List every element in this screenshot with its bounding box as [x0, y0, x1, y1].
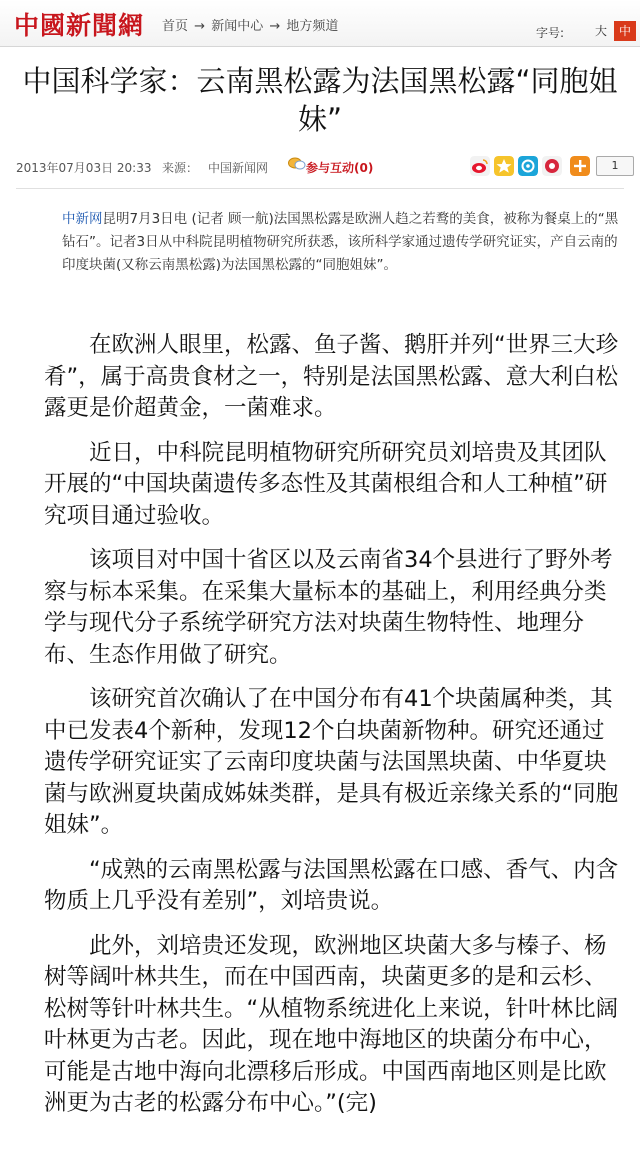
body-paragraph: 此外，刘培贵还发现，欧洲地区块菌大多与榛子、杨树等阔叶林共生，而在中国西南，块菌更多的是和云杉、松树等针叶林共生。“从植物系统进化上来说，针叶林比阔叶林更为古老。因此，现在地中海地区的块菌分布中心，可能是古地中海向北漂移后形成。中国西南地区则是比欧洲更为古老的松露分布中心。”(完): [44, 932, 619, 1116]
publish-date: 2013年07月03日 20:33: [16, 161, 152, 175]
renren-icon[interactable]: [542, 156, 562, 176]
top-bar: [0, 0, 640, 47]
summary-source-link[interactable]: 中新网: [62, 211, 103, 227]
article-summary: [62, 208, 620, 277]
article-title: 中国科学家：云南黑松露为法国黑松露“同胞姐妹”: [22, 64, 618, 136]
share-count: 1: [596, 156, 634, 176]
breadcrumb-news-center[interactable]: 新闻中心: [211, 19, 264, 34]
body-paragraph: 在欧洲人眼里，松露、鱼子酱、鹅肝并列“世界三大珍肴”，属于高贵食材之一，特别是法国黑松露、意大利白松露更是价超黄金，一菌难求。: [44, 332, 619, 421]
interact-link[interactable]: 参与互动(0): [306, 161, 374, 175]
more-share-icon[interactable]: [570, 156, 590, 176]
breadcrumb-local-channel[interactable]: 地方频道: [286, 19, 339, 34]
qzone-icon[interactable]: [494, 156, 514, 176]
breadcrumb: [162, 15, 340, 34]
body-paragraph: 该项目对中国十省区以及云南省34个县进行了野外考察与标本采集。在采集大量标本的基础上，利用经典分类学与现代分子系统学研究方法对块菌生物特性、地理分布、生态作用做了研究。: [44, 547, 613, 668]
chat-bubble-icon: [288, 157, 306, 171]
body-paragraph: 近日，中科院昆明植物研究所研究员刘培贵及其团队开展的“中国块菌遗传多态性及其菌根组合和人工种植”研究项目通过验收。: [44, 439, 608, 529]
breadcrumb-separator: →: [269, 19, 281, 34]
source-name: 中国新闻网: [208, 161, 269, 175]
font-size-large-button[interactable]: 大: [594, 24, 607, 38]
source-label: 来源：: [162, 161, 199, 175]
summary-text: 昆明7月3日电 (记者 顾一航)法国黑松露是欧洲人趋之若鹜的美食，被称为餐桌上的“黑钻石”。记者3日从中科院昆明植物研究所获悉，该所科学家通过遗传学研究证实，产自云南的印度块菌(又称云南黑松露)为法国黑松露的“同胞姐妹”。: [62, 211, 619, 273]
article-meta: [16, 156, 624, 178]
sina-weibo-icon[interactable]: [470, 156, 490, 176]
font-size-label: 字号:: [536, 26, 565, 40]
tencent-weibo-icon[interactable]: [518, 156, 538, 176]
font-size-medium-button[interactable]: 中: [614, 21, 636, 41]
breadcrumb-separator: →: [194, 19, 206, 34]
breadcrumb-home[interactable]: 首页: [162, 19, 189, 34]
body-paragraph: 该研究首次确认了在中国分布有41个块菌属种类，其中已发表4个新种，发现12个白块菌新物种。研究还通过遗传学研究证实了云南印度块菌与法国黑块菌、中华夏块菌与欧洲夏块菌成姊妹类群，是具有极近亲缘关系的“同胞姐妹”。: [44, 686, 619, 838]
meta-divider: [16, 188, 624, 189]
body-paragraph: “成熟的云南黑松露与法国黑松露在口感、香气、内含物质上几乎没有差别”，刘培贵说。: [44, 856, 619, 914]
article-body: [44, 330, 626, 1133]
site-logo[interactable]: 中國新聞網: [14, 11, 145, 40]
